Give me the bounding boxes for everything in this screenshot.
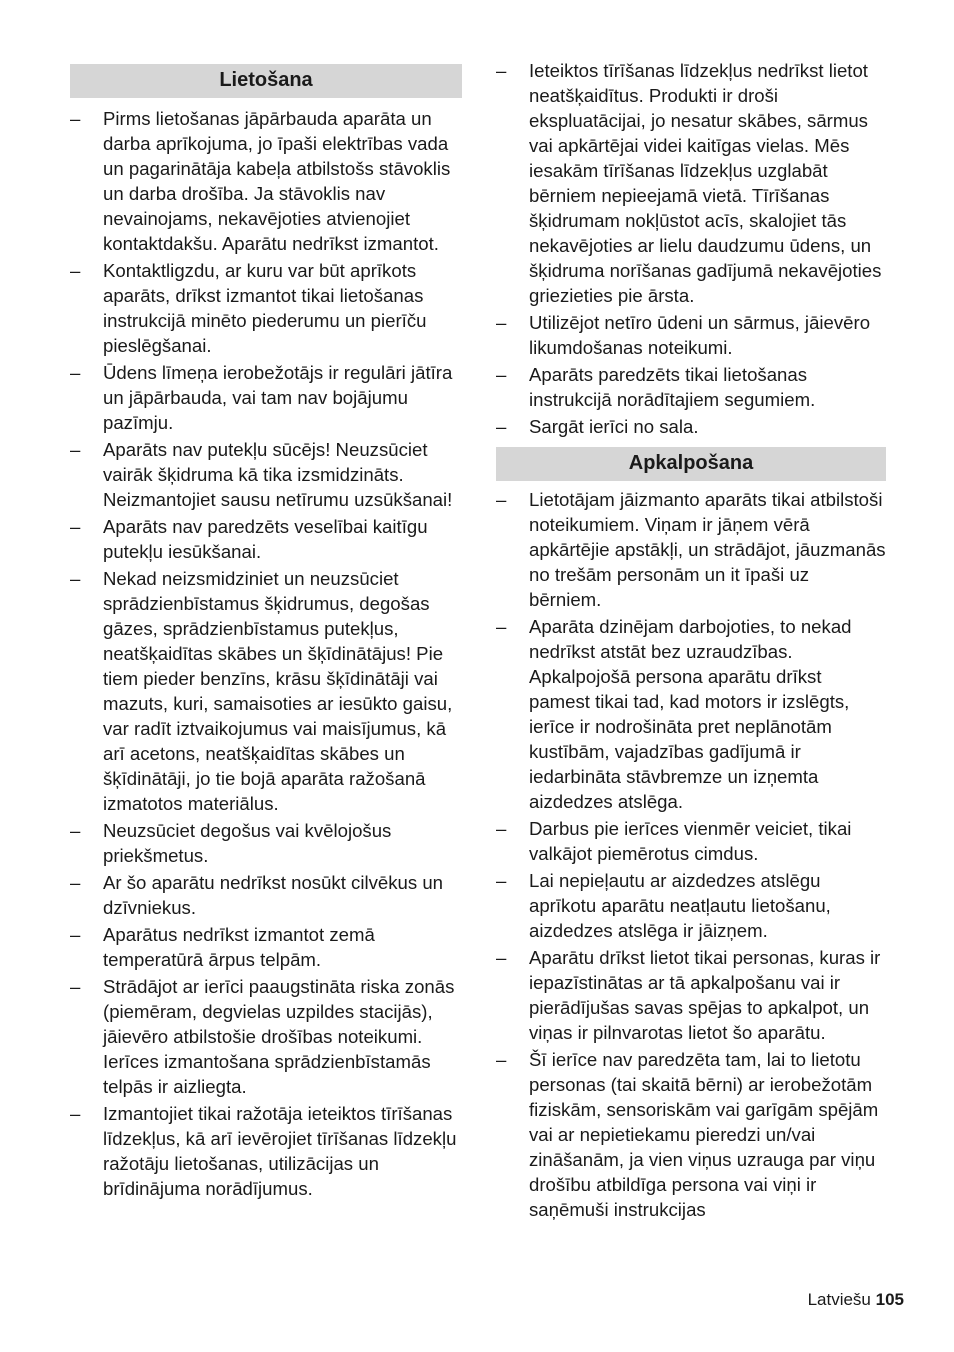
list-item-text: Strādājot ar ierīci paaugstināta riska zonās (piemēram, degvielas uzpildes stacijās), jāievēro atbilstošie drošības noteikumi. Ierīces izmantošana sprādzienbīstamās telpās ir aizliegta. <box>103 976 455 1097</box>
usage-list <box>70 106 462 1201</box>
list-item <box>70 922 462 972</box>
list-item-text: Sargāt ierīci no sala. <box>529 416 699 437</box>
dash-bullet: – <box>70 924 81 945</box>
list-item-text: Lai nepieļautu ar aizdedzes atslēgu aprīkotu aparātu neatļautu lietošanu, aizdedzes atslēga ir jāizņem. <box>529 870 831 941</box>
page-footer <box>808 1290 904 1310</box>
list-item <box>496 362 886 412</box>
dash-bullet: – <box>70 108 81 129</box>
list-item-text: Aparāts nav putekļu sūcējs! Neuzsūciet vairāk šķidruma kā tika izsmidzināts. Neizmantojiet sausu netīrumu uzsūkšanai! <box>103 439 453 510</box>
dash-bullet: – <box>496 818 507 839</box>
dash-bullet: – <box>496 1049 507 1070</box>
list-item <box>70 974 462 1099</box>
operation-list <box>496 487 886 1222</box>
dash-bullet: – <box>496 489 507 510</box>
dash-bullet: – <box>496 947 507 968</box>
list-item-text: Pirms lietošanas jāpārbauda aparāta un darba aprīkojuma, jo īpaši elektrības vada un pagarinātāja kabeļa atbilstošs stāvoklis un darba drošība. Ja stāvoklis nav nevainojams, nekavējoties atvienojiet kontaktdakšu. Aparātu nedrīkst izmantot. <box>103 108 451 254</box>
dash-bullet: – <box>70 820 81 841</box>
list-item-text: Izmantojiet tikai ražotāja ieteiktos tīrīšanas līdzekļus, kā arī ievērojiet tīrīšanas līdzekļu ražotāju lietošanas, utilizācijas un brīdinājuma norādījumus. <box>103 1103 457 1199</box>
list-item-text: Kontaktligzdu, ar kuru var būt aprīkots aparāts, drīkst izmantot tikai lietošanas instrukcijā minēto piederumu un pierīču pieslēgšanai. <box>103 260 427 356</box>
left-column <box>70 64 462 1203</box>
list-item <box>70 360 462 435</box>
dash-bullet: – <box>496 616 507 637</box>
dash-bullet: – <box>496 416 507 437</box>
page-number: 105 <box>875 1290 904 1309</box>
list-item-text: Darbus pie ierīces vienmēr veiciet, tikai valkājot piemērotus cimdus. <box>529 818 852 864</box>
dash-bullet: – <box>70 260 81 281</box>
list-item <box>496 310 886 360</box>
list-item <box>70 566 462 816</box>
dash-bullet: – <box>496 870 507 891</box>
dash-bullet: – <box>70 568 81 589</box>
list-item <box>496 1047 886 1222</box>
list-item <box>70 106 462 256</box>
right-column <box>496 58 886 1224</box>
dash-bullet: – <box>496 312 507 333</box>
list-item-text: Lietotājam jāizmanto aparāts tikai atbilstoši noteikumiem. Viņam ir jāņem vērā apkārtējie apstākļi, un strādājot, jāuzmanās no trešām personām un it īpaši uz bērniem. <box>529 489 886 610</box>
list-item-text: Ar šo aparātu nedrīkst nosūkt cilvēkus un dzīvniekus. <box>103 872 444 918</box>
dash-bullet: – <box>496 364 507 385</box>
list-item-text: Utilizējot netīro ūdeni un sārmus, jāievēro likumdošanas noteikumi. <box>529 312 871 358</box>
dash-bullet: – <box>70 362 81 383</box>
list-item <box>70 258 462 358</box>
list-item-text: Aparāta dzinējam darbojoties, to nekad nedrīkst atstāt bez uzraudzības. Apkalpojošā persona aparātu drīkst pamest tikai tad, kad motors ir izslēgts, ierīce ir nodrošināta pret neplānotām kustībām, vajadzības gadījumā ir iedarbināta stāvbremze un izņemta aizdedzes atslēga. <box>529 616 852 812</box>
list-item <box>496 945 886 1045</box>
list-item-text: Aparātu drīkst lietot tikai personas, kuras ir iepazīstinātas ar tā apkalpošanu vai ir pierādījušas savas spējas to apkalpot, un viņas ir pilnvarotas lietot šo aparātu. <box>529 947 881 1043</box>
list-item-text: Neuzsūciet degošus vai kvēlojošus priekšmetus. <box>103 820 392 866</box>
list-item-text: Šī ierīce nav paredzēta tam, lai to lietotu personas (tai skaitā bērni) ar ierobežotām fiziskām, sensoriskām vai garīgām spējām vai ar nepietiekamu pieredzi un/vai zināšanām, ja vien viņus uzrauga par viņu drošību atbildīga persona vai viņi ir saņēmuši instrukcijas <box>529 1049 879 1220</box>
section-heading-operation: Apkalpošana <box>496 447 886 481</box>
list-item-text: Ieteiktos tīrīšanas līdzekļus nedrīkst lietot neatšķaidītus. Produkti ir droši ekspluatācijai, jo nesatur skābes, sārmus vai apkārtējai videi kaitīgas vielas. Mēs iesakām tīrīšanas līdzekļus uzglabāt bērniem nepieejamā vietā. Tīrīšanas šķidrumam nokļūstot acīs, skalojiet tās nekavējoties ar lielu daudzumu ūdens, un šķidruma norīšanas gadījumā nekavējoties griezieties pie ārsta. <box>529 60 882 306</box>
dash-bullet: – <box>496 60 507 81</box>
dash-bullet: – <box>70 976 81 997</box>
list-item <box>496 487 886 612</box>
list-item-text: Aparātus nedrīkst izmantot zemā temperatūrā ārpus telpām. <box>103 924 375 970</box>
list-item <box>496 816 886 866</box>
dash-bullet: – <box>70 872 81 893</box>
list-item <box>70 1101 462 1201</box>
list-item-text: Ūdens līmeņa ierobežotājs ir regulāri jātīra un jāpārbauda, vai tam nav bojājumu pazīmju. <box>103 362 453 433</box>
list-item <box>70 437 462 512</box>
list-item-text: Aparāts nav paredzēts veselībai kaitīgu putekļu iesūkšanai. <box>103 516 428 562</box>
list-item <box>496 614 886 814</box>
dash-bullet: – <box>70 439 81 460</box>
list-item <box>496 414 886 439</box>
dash-bullet: – <box>70 516 81 537</box>
dash-bullet: – <box>70 1103 81 1124</box>
list-item <box>496 58 886 308</box>
list-item <box>496 868 886 943</box>
list-item-text: Aparāts paredzēts tikai lietošanas instrukcijā norādītajiem segumiem. <box>529 364 816 410</box>
list-item-text: Nekad neizsmidziniet un neuzsūciet sprādzienbīstamus šķidrumus, degošas gāzes, sprādzienbīstamus putekļus, neatšķaidītas skābes un šķīdinātājus! Pie tiem pieder benzīns, krāsu šķīdinātāji vai mazuts, kuri, samaisoties ar iesūkto gaisu, var radīt iztvaikojumus vai maisījumus, kā arī acetons, neatšķaidītas skābes un šķīdinātāji, jo tie bojā aparāta ražošanā izmatotos materiālus. <box>103 568 453 814</box>
list-item <box>70 514 462 564</box>
footer-language: Latviešu <box>807 1290 871 1309</box>
list-item <box>70 870 462 920</box>
section-heading-usage: Lietošana <box>70 64 462 98</box>
list-item <box>70 818 462 868</box>
usage-list-continued <box>496 58 886 439</box>
